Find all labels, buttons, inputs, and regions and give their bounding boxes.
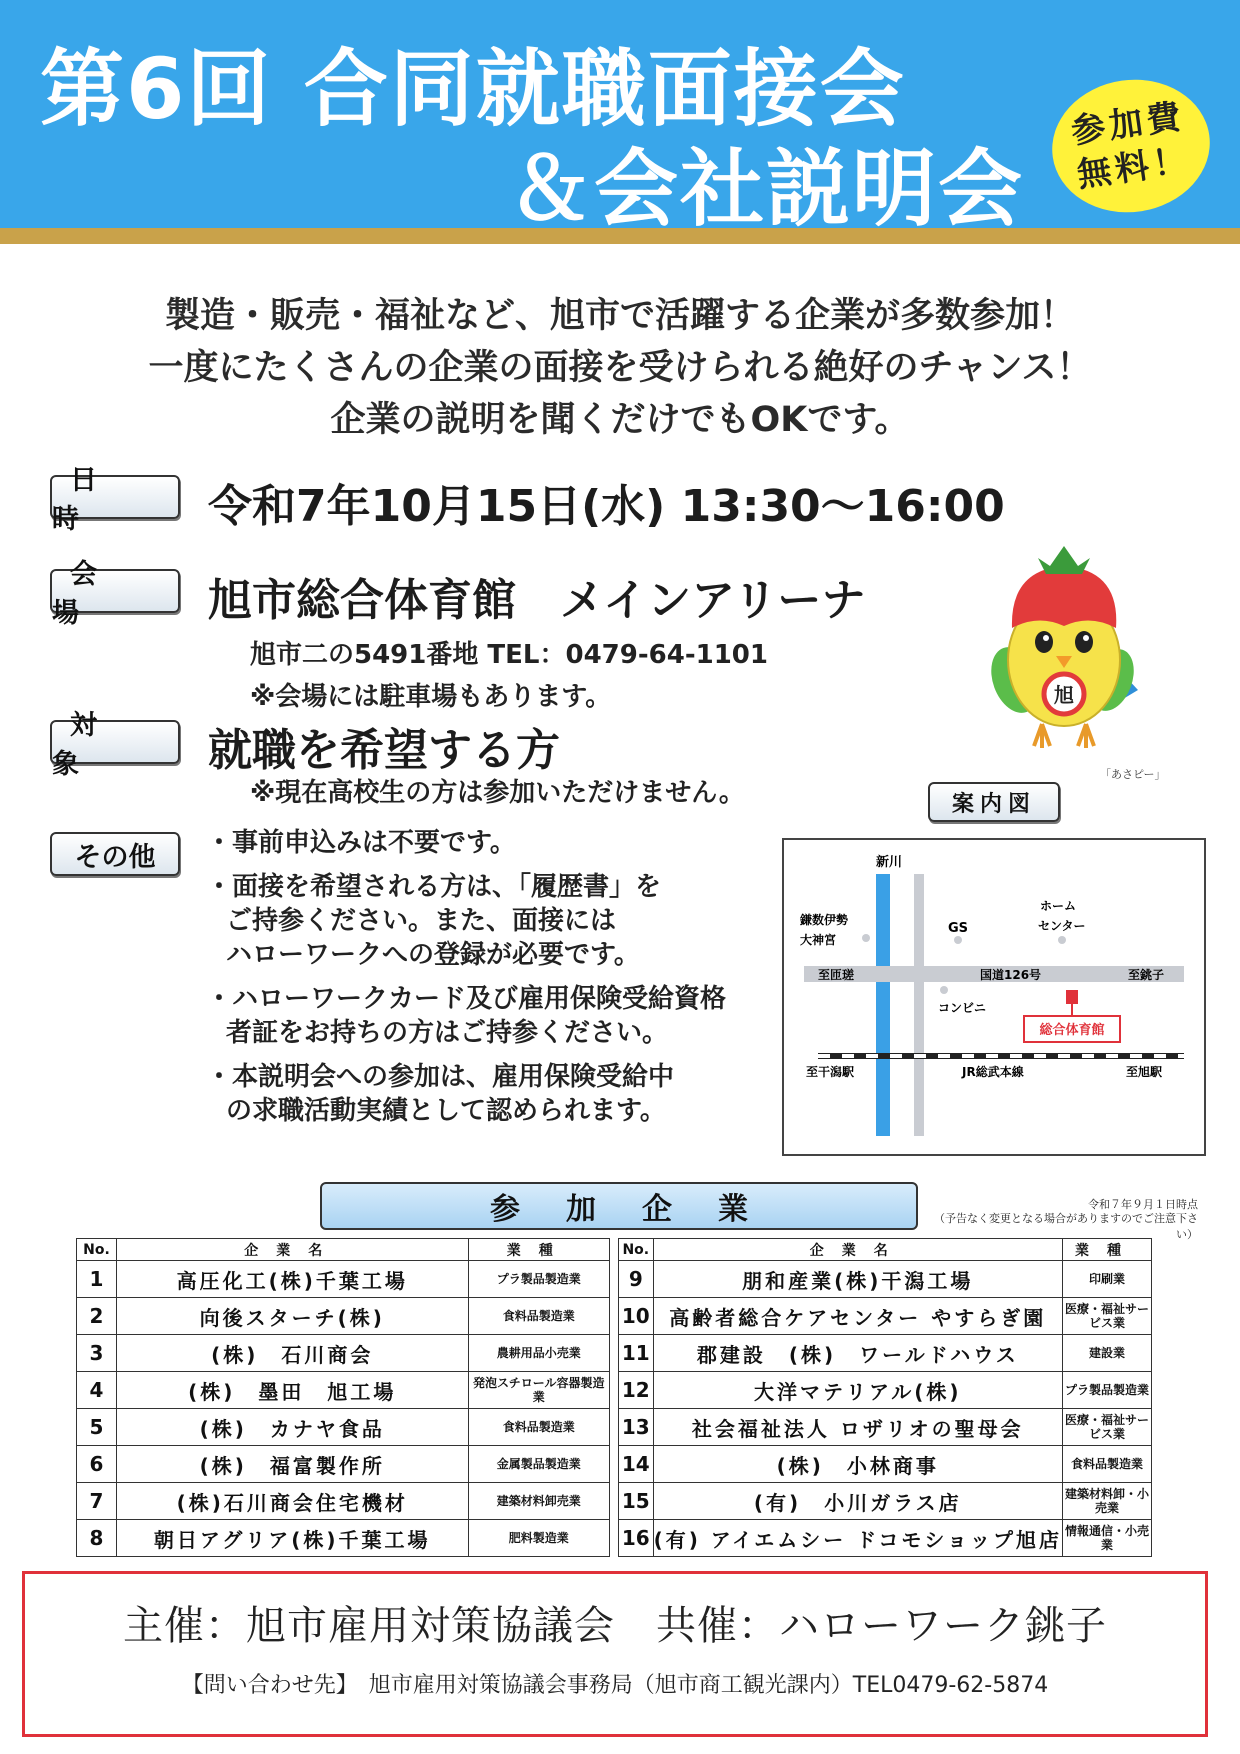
table-header-row: [77, 1239, 610, 1261]
company-name: (株) カナヤ食品: [116, 1409, 468, 1446]
venue-label: 会 場: [50, 569, 180, 613]
table-header-row: [619, 1239, 1152, 1261]
company-name: (株) 石川商会: [116, 1335, 468, 1372]
company-row: [77, 1372, 610, 1409]
title-line-1: 第6回 合同就職面接会: [40, 40, 906, 138]
company-row: [619, 1298, 1152, 1335]
company-name: (株) 墨田 旭工場: [116, 1372, 468, 1409]
col-no: No.: [77, 1239, 117, 1261]
company-industry: 農耕用品小売業: [468, 1335, 609, 1372]
other-line: ご持参ください。また、面接には: [226, 906, 617, 936]
rail-label: JR総武本線: [962, 1065, 1024, 1079]
company-name: 朝日アグリア(株)千葉工場: [116, 1520, 468, 1557]
company-row: [619, 1520, 1152, 1557]
sponsor-line: 主催：旭市雇用対策協議会 共催：ハローワーク銚子: [123, 1603, 1107, 1649]
to-higata-label: 至匝瑳: [818, 968, 855, 982]
target-label: 対 象: [50, 720, 180, 764]
shrine-label-1: 鎌数伊勢: [800, 913, 849, 927]
companies-note-date: 令和７年９月１日時点: [1088, 1198, 1198, 1211]
river-line: [876, 874, 890, 1136]
col-name: 企業名: [653, 1239, 1062, 1261]
contact-line: 【問い合わせ先】 旭市雇用対策協議会事務局（旭市商工観光課内）TEL0479-62-5874: [181, 1673, 1049, 1698]
river-label: 新川: [876, 855, 903, 870]
company-row: [619, 1372, 1152, 1409]
parking-note: ※会場には駐車場もあります。: [250, 682, 612, 712]
mascot-eye-right: [1075, 631, 1093, 653]
company-no: 15: [619, 1483, 654, 1520]
home-center-label-2: センター: [1038, 919, 1086, 933]
company-name: (有) 小川ガラス店: [653, 1483, 1062, 1520]
company-name: 郡建設 (株) ワールドハウス: [653, 1335, 1062, 1372]
shrine-marker: [862, 934, 870, 942]
company-name: (株)石川商会住宅機材: [116, 1483, 468, 1520]
other-line: ・事前申込みは不要です。: [206, 828, 516, 858]
intro-line-1: 製造・販売・福祉など、旭市で活躍する企業が多数参加！: [164, 296, 1075, 336]
mascot-eye-shine-right: [1083, 635, 1089, 641]
company-industry: 金属製品製造業: [468, 1446, 609, 1483]
company-no: 14: [619, 1446, 654, 1483]
company-name: 大洋マテリアル(株): [653, 1372, 1062, 1409]
company-no: 5: [77, 1409, 117, 1446]
companies-table-right: [618, 1238, 1152, 1557]
mascot-caption: 「あさピー」: [1100, 768, 1166, 781]
company-no: 12: [619, 1372, 654, 1409]
company-no: 16: [619, 1520, 654, 1557]
company-no: 13: [619, 1409, 654, 1446]
datetime-value: 令和7年10月15日(水) 13:30〜16:00: [208, 481, 1005, 532]
mascot-leaf: [1038, 546, 1090, 574]
company-industry: 建築材料卸売業: [468, 1483, 609, 1520]
venue-name: 旭市総合体育館 メインアリーナ: [208, 575, 866, 626]
company-no: 8: [77, 1520, 117, 1557]
mascot-eye-shine-left: [1043, 635, 1049, 641]
home-center-marker: [1058, 936, 1066, 944]
gs-label: GS: [948, 921, 969, 936]
company-industry: 肥料製造業: [468, 1520, 609, 1557]
company-industry: プラ製品製造業: [1062, 1372, 1151, 1409]
company-row: [77, 1409, 610, 1446]
gym-label: 総合体育館: [1039, 1023, 1105, 1038]
company-row: [77, 1446, 610, 1483]
company-row: [77, 1335, 610, 1372]
company-name: (株) 福富製作所: [116, 1446, 468, 1483]
mascot-badge-char: 旭: [1054, 683, 1074, 707]
mascot-foot-left: [1034, 724, 1050, 748]
company-name: 高圧化工(株)千葉工場: [116, 1261, 468, 1298]
datetime-label: 日 時: [50, 475, 180, 519]
company-industry: 食料品製造業: [468, 1298, 609, 1335]
company-no: 2: [77, 1298, 117, 1335]
mascot-illustration: [990, 540, 1140, 760]
other-line: の求職活動実績として認められます。: [226, 1096, 666, 1126]
map-label: 案内図: [928, 782, 1060, 822]
companies-header: 参加企業: [320, 1182, 918, 1230]
companies-note-change: （予告なく変更となる場合がありますのでご注意下さい）: [934, 1212, 1198, 1241]
company-industry: 情報通信・小売業: [1062, 1520, 1151, 1557]
venue-address: 旭市二の5491番地 TEL：0479-64-1101: [250, 640, 768, 670]
mascot-foot-right: [1078, 724, 1094, 748]
intro-line-3: 企業の説明を聞くだけでもOKです。: [330, 400, 910, 440]
company-name: 社会福祉法人 ロザリオの聖母会: [653, 1409, 1062, 1446]
side-road: [914, 874, 924, 1136]
company-no: 3: [77, 1335, 117, 1372]
company-name: 高齢者総合ケアセンター やすらぎ園: [653, 1298, 1062, 1335]
other-line: ・本説明会への参加は、雇用保険受給中: [206, 1062, 675, 1092]
company-industry: 食料品製造業: [1062, 1446, 1151, 1483]
other-line: ・面接を希望される方は、「履歴書」を: [206, 872, 662, 902]
company-row: [77, 1483, 610, 1520]
company-row: [77, 1261, 610, 1298]
company-name: 朋和産業(株)干潟工場: [653, 1261, 1062, 1298]
badge-line-2: 無料！: [1074, 140, 1194, 196]
company-row: [619, 1483, 1152, 1520]
col-name: 企業名: [116, 1239, 468, 1261]
to-asahi-label: 至旭駅: [1126, 1065, 1163, 1079]
map-svg: [784, 840, 1204, 1154]
company-no: 7: [77, 1483, 117, 1520]
company-industry: 建築材料卸・小売業: [1062, 1483, 1151, 1520]
to-chiba-label: 至干潟駅: [806, 1065, 855, 1079]
company-industry: 印刷業: [1062, 1261, 1151, 1298]
company-name: (株) 小林商事: [653, 1446, 1062, 1483]
company-name: (有) アイエムシー ドコモショップ旭店: [653, 1520, 1062, 1557]
company-row: [77, 1520, 610, 1557]
company-industry: 食料品製造業: [468, 1409, 609, 1446]
company-no: 11: [619, 1335, 654, 1372]
company-row: [619, 1409, 1152, 1446]
other-line: ハローワークへの登録が必要です。: [226, 940, 640, 970]
col-industry: 業種: [468, 1239, 609, 1261]
company-row: [77, 1298, 610, 1335]
other-line: ・ハローワークカード及び雇用保険受給資格: [206, 984, 727, 1014]
company-row: [619, 1446, 1152, 1483]
route-label: 国道126号: [980, 968, 1042, 982]
other-line: 者証をお持ちの方はご持参ください。: [226, 1018, 669, 1048]
gym-marker: [1066, 990, 1078, 1004]
company-industry: 建設業: [1062, 1335, 1151, 1372]
company-no: 10: [619, 1298, 654, 1335]
badge-line-1: 参加費: [1068, 96, 1188, 152]
convenience-label: コンビニ: [938, 1001, 987, 1015]
company-name: 向後スターチ(株): [116, 1298, 468, 1335]
col-industry: 業種: [1062, 1239, 1151, 1261]
company-no: 1: [77, 1261, 117, 1298]
target-note: ※現在高校生の方は参加いただけません。: [250, 778, 745, 808]
companies-table-left: [76, 1238, 610, 1557]
company-row: [619, 1335, 1152, 1372]
company-no: 6: [77, 1446, 117, 1483]
home-center-label-1: ホーム: [1040, 899, 1077, 913]
company-industry: 医療・福祉サービス業: [1062, 1298, 1151, 1335]
company-industry: プラ製品製造業: [468, 1261, 609, 1298]
other-label: その他: [50, 832, 180, 876]
target-value: 就職を希望する方: [208, 725, 560, 776]
guide-map: [782, 838, 1206, 1156]
title-line-2: ＆会社説明会: [508, 140, 1025, 238]
other-list: [206, 826, 726, 1128]
to-choshi-label: 至銚子: [1128, 968, 1165, 982]
shrine-label-2: 大神宮: [800, 933, 837, 947]
mascot-tomato-hat: [1012, 566, 1116, 628]
company-industry: 発泡スチロール容器製造業: [468, 1372, 609, 1409]
company-row: [619, 1261, 1152, 1298]
col-no: No.: [619, 1239, 654, 1261]
gs-marker: [954, 936, 962, 944]
company-industry: 医療・福祉サービス業: [1062, 1409, 1151, 1446]
company-no: 9: [619, 1261, 654, 1298]
intro-line-2: 一度にたくさんの企業の面接を受けられる絶好のチャンス！: [148, 348, 1092, 388]
company-no: 4: [77, 1372, 117, 1409]
convenience-marker: [940, 986, 948, 994]
mascot-eye-left: [1035, 631, 1053, 653]
